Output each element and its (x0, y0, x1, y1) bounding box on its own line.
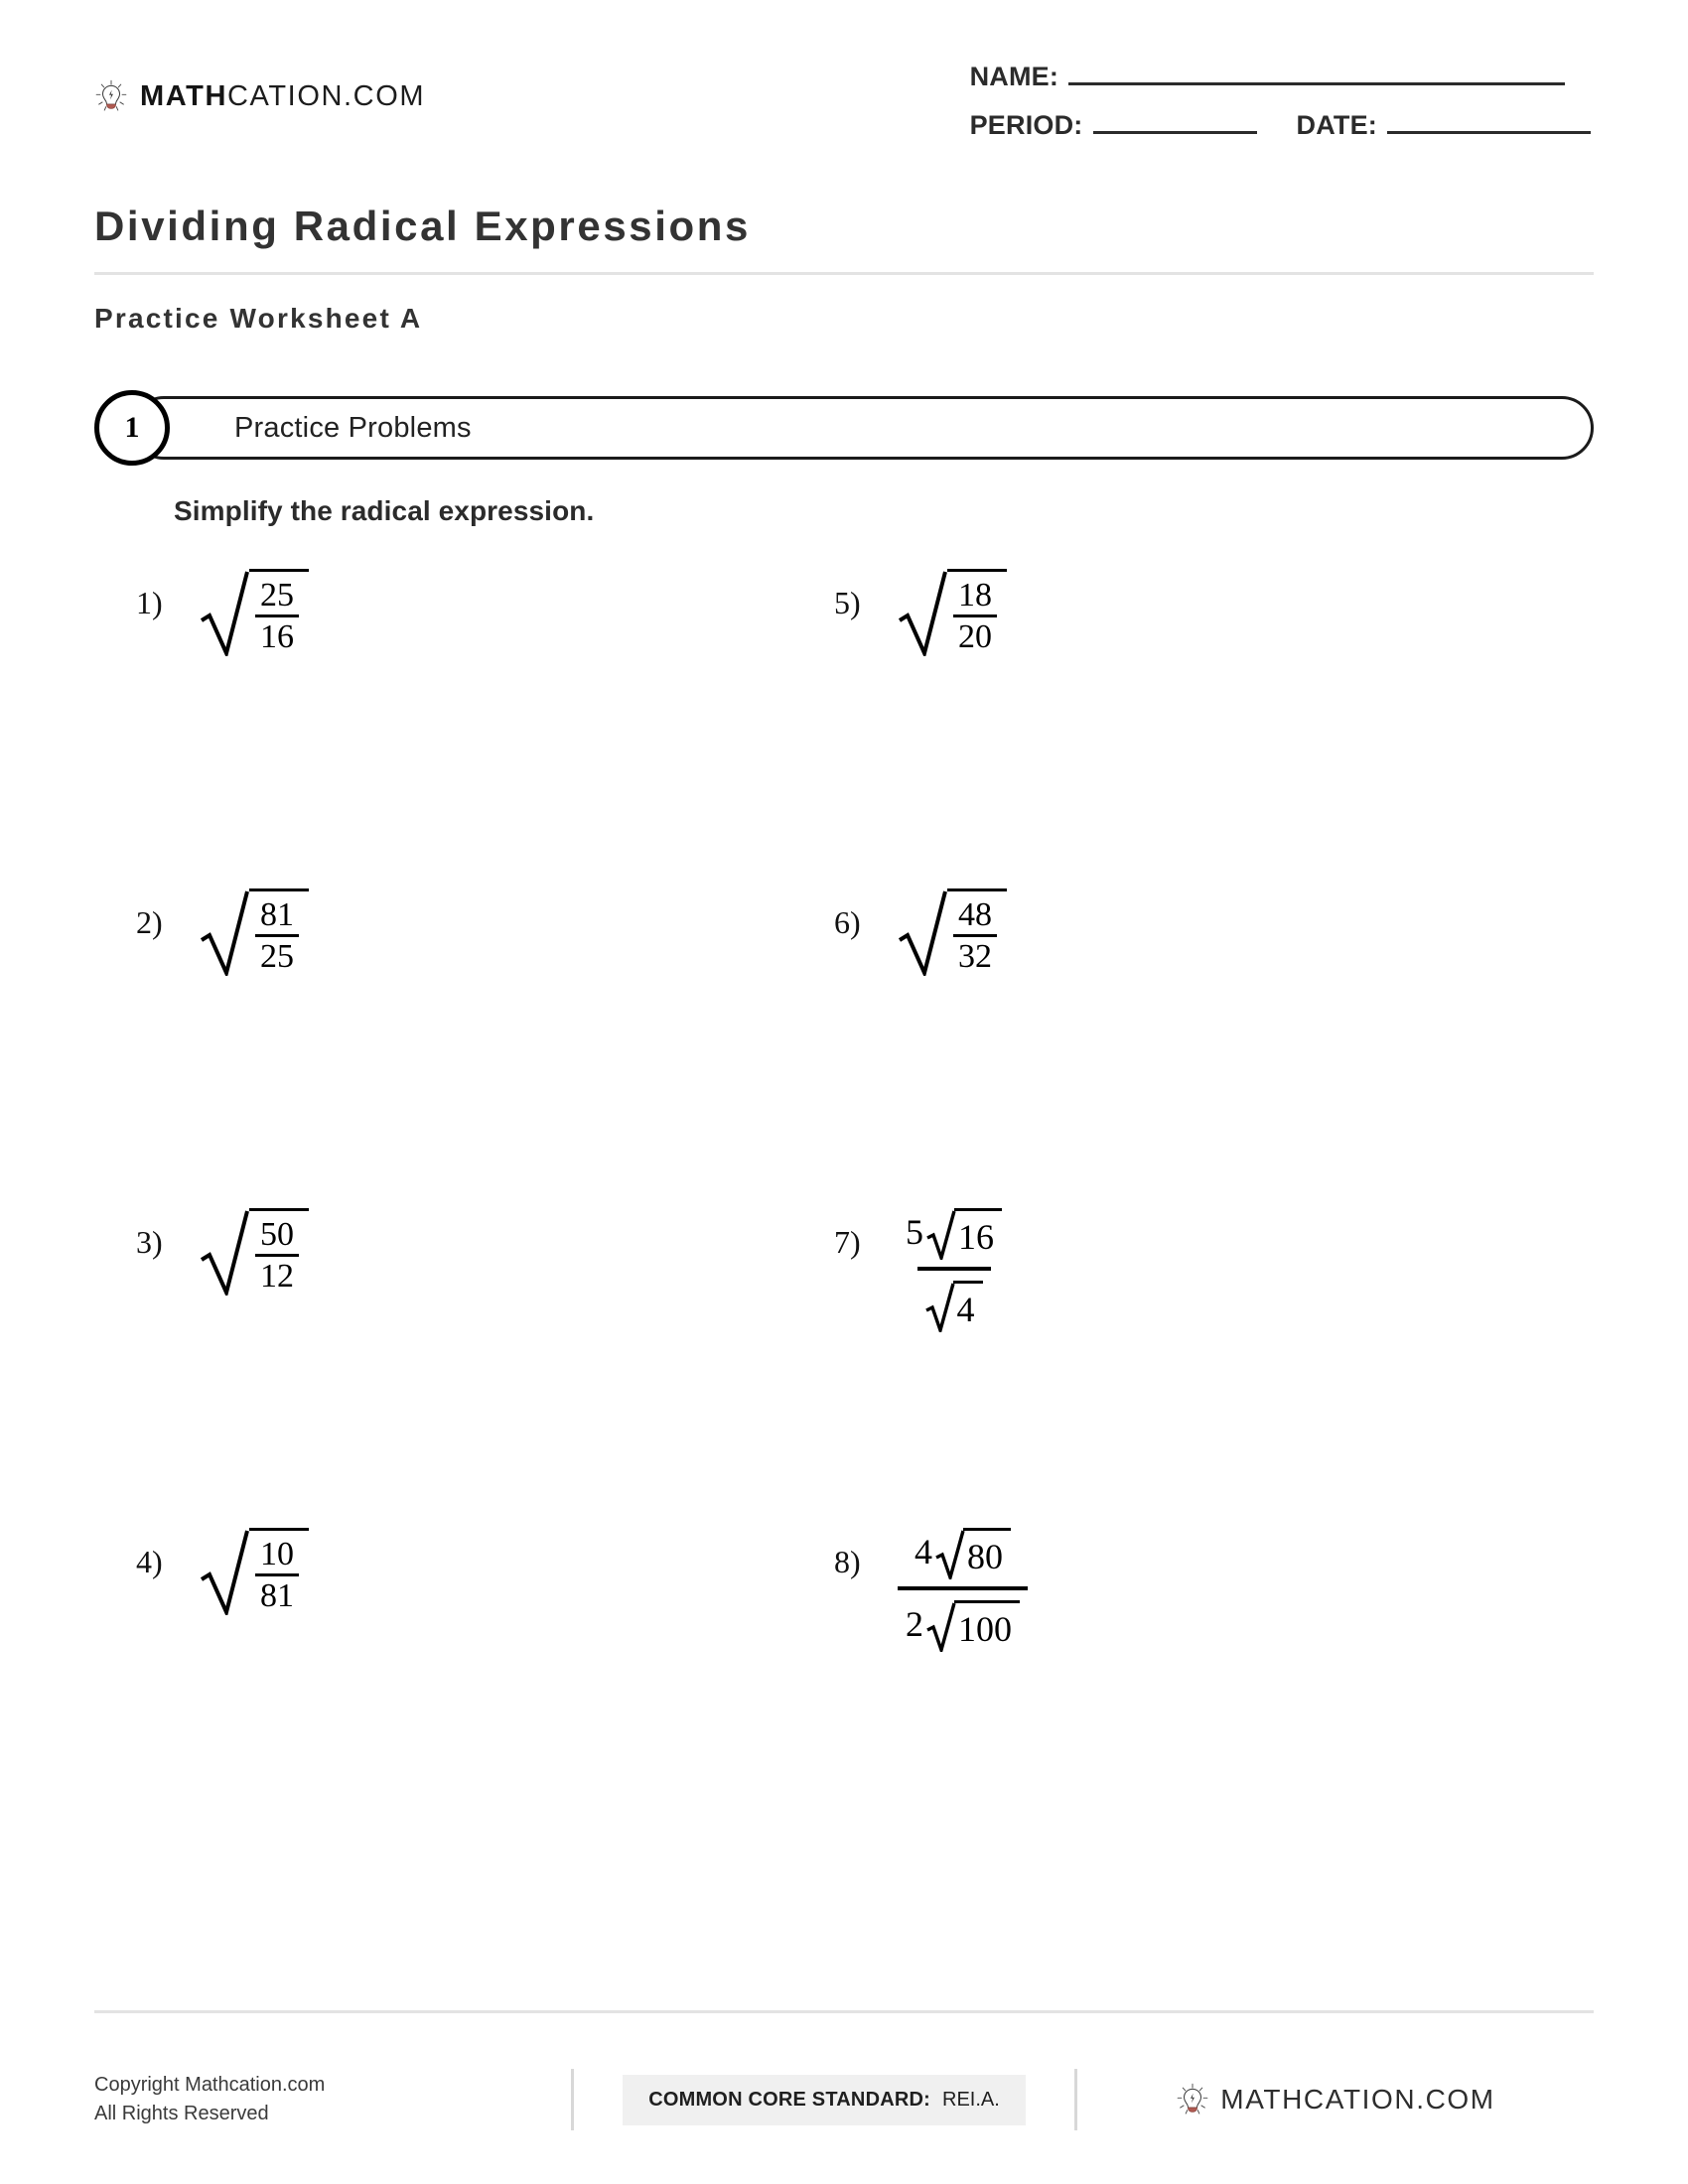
problem-number: 8) (834, 1544, 861, 1579)
date-label: DATE: (1296, 110, 1377, 140)
fraction-denominator: 16 (255, 614, 299, 654)
radical-expression (926, 1208, 1002, 1260)
problem-item (94, 569, 824, 888)
section-pill-bar (132, 396, 1594, 460)
name-field-row (970, 62, 1591, 92)
problem-number: 2) (136, 904, 163, 940)
problem-item (94, 1528, 824, 1847)
problem-item (94, 1208, 824, 1528)
problem-number: 7) (834, 1224, 861, 1260)
fraction-denominator (917, 1267, 991, 1332)
period-input-blank[interactable] (1093, 114, 1257, 134)
problem-expression (182, 1208, 309, 1300)
problem-number: 4) (136, 1544, 163, 1579)
radical-expression (200, 888, 309, 976)
copyright-line-1: Copyright Mathcation.com (94, 2074, 326, 2096)
radicand (947, 569, 1007, 656)
numerator-coefficient: 5 (906, 1212, 923, 1252)
problem-item (94, 888, 824, 1208)
problem-item (824, 569, 1594, 888)
page-header (94, 0, 1594, 140)
square-root-icon (200, 888, 251, 976)
copyright-line-2: All Rights Reserved (94, 2103, 269, 2124)
brand-logo (94, 58, 425, 113)
common-core-value: REI.A. (942, 2088, 1000, 2111)
footer-divider-rule (94, 2010, 1594, 2013)
fraction-numerator: 25 (260, 576, 294, 614)
fraction-numerator: 10 (260, 1535, 294, 1572)
fraction-numerator: 18 (958, 576, 992, 614)
fraction (255, 1537, 299, 1614)
brand-name-light: CATION.COM (227, 79, 426, 112)
fraction-numerator: 50 (260, 1215, 294, 1253)
section-header (94, 390, 1594, 466)
radical-expression (898, 569, 1007, 656)
problem-expression (880, 569, 1007, 661)
name-input-blank[interactable] (1068, 66, 1565, 85)
square-root-icon (898, 569, 949, 656)
fraction (255, 1217, 299, 1295)
fraction-denominator (898, 1586, 1028, 1652)
radicand (249, 888, 309, 976)
period-label: PERIOD: (969, 110, 1083, 140)
denominator-coefficient: 2 (906, 1604, 923, 1644)
fraction (953, 897, 997, 975)
footer-brand-name-bold: MATH (1220, 2084, 1304, 2115)
title-divider (94, 272, 1594, 275)
footer-brand-logo (1077, 2083, 1594, 2116)
square-root-icon (200, 1208, 251, 1296)
fraction-denominator: 25 (255, 934, 299, 974)
radicand: 16 (954, 1208, 1002, 1260)
square-root-icon (926, 1600, 956, 1652)
fraction (898, 1528, 1028, 1652)
radical-expression (935, 1528, 1011, 1579)
fraction (898, 1208, 1010, 1332)
fraction (255, 897, 299, 975)
radical-expression (200, 1208, 309, 1296)
lightbulb-icon (94, 79, 128, 113)
radical-expression (925, 1281, 983, 1332)
section-label: Practice Problems (234, 411, 472, 444)
problem-item (824, 1528, 1594, 1847)
section-number-badge (94, 390, 170, 466)
name-label: NAME: (969, 62, 1059, 91)
radical-expression (200, 569, 309, 656)
radicand (947, 888, 1007, 976)
problem-item (824, 1208, 1594, 1528)
radical-expression (898, 888, 1007, 976)
radical-expression (200, 1528, 309, 1615)
fraction (255, 578, 299, 655)
problem-number: 1) (136, 585, 163, 620)
copyright-block (94, 2071, 571, 2128)
radicand (249, 1208, 309, 1296)
section-number: 1 (124, 411, 140, 444)
fraction-numerator (898, 1208, 1010, 1267)
fraction-numerator: 48 (958, 895, 992, 933)
common-core-label: COMMON CORE STANDARD: (648, 2088, 930, 2111)
radicand: 80 (963, 1528, 1011, 1579)
brand-wordmark (140, 79, 426, 112)
problem-expression (880, 1528, 1028, 1652)
radicand (249, 569, 309, 656)
problem-number: 5) (834, 585, 861, 620)
lightbulb-icon (1176, 2083, 1209, 2116)
problem-expression (182, 569, 309, 661)
square-root-icon (926, 1208, 956, 1260)
square-root-icon (200, 569, 251, 656)
problem-expression (880, 1208, 1010, 1332)
fraction-numerator (907, 1528, 1019, 1586)
numerator-coefficient: 4 (914, 1532, 932, 1571)
footer-brand-wordmark (1220, 2086, 1494, 2114)
problem-expression (880, 888, 1007, 981)
period-date-field-row (970, 110, 1591, 141)
square-root-icon (935, 1528, 965, 1579)
brand-name-bold: MATH (140, 79, 228, 112)
problem-grid (94, 569, 1594, 1847)
common-core-area (574, 2075, 1074, 2125)
radicand: 100 (954, 1600, 1020, 1652)
radicand (249, 1528, 309, 1615)
problem-item (824, 888, 1594, 1208)
radical-expression (926, 1600, 1020, 1652)
fraction-denominator: 20 (953, 614, 997, 654)
footer-brand-name-light: CATION.COM (1303, 2084, 1495, 2115)
square-root-icon (200, 1528, 251, 1615)
problem-expression (182, 1528, 309, 1620)
page-footer (94, 2050, 1594, 2149)
radicand: 4 (953, 1281, 983, 1332)
problem-number: 3) (136, 1224, 163, 1260)
fraction-numerator: 81 (260, 895, 294, 933)
section-instruction: Simplify the radical expression. (174, 495, 595, 526)
page-title: Dividing Radical Expressions (94, 203, 751, 249)
common-core-badge (623, 2075, 1026, 2125)
fraction (953, 578, 997, 655)
fraction-denominator: 32 (953, 934, 997, 974)
student-info-fields (970, 58, 1594, 141)
date-input-blank[interactable] (1387, 114, 1591, 134)
page-subtitle: Practice Worksheet A (94, 303, 423, 334)
square-root-icon (925, 1281, 955, 1332)
fraction-denominator: 12 (255, 1254, 299, 1294)
problem-number: 6) (834, 904, 861, 940)
problem-expression (182, 888, 309, 981)
square-root-icon (898, 888, 949, 976)
fraction-denominator: 81 (255, 1573, 299, 1613)
